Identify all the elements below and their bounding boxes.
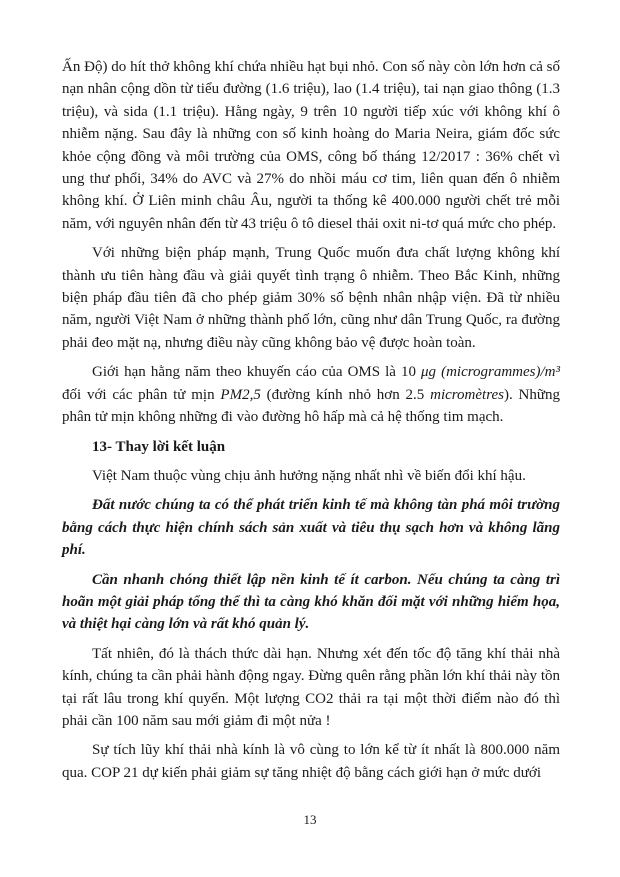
oms-limit-unit: μg (microgrammes)/m³ [421, 364, 560, 381]
pm25-term: PM2,5 [220, 386, 261, 403]
micrometres-term: micromètres [430, 386, 504, 403]
paragraph-oms-limit [62, 361, 560, 428]
paragraph-long-term-challenge: Tất nhiên, đó là thách thức dài hạn. Nhưng xét đến tốc độ tăng khí thải nhà kính, chúng ta cần phải hành động ngay. Đừng quên rằng phần lớn khí thải này tồn tại rất lâu trong khí quyển. Một lượng CO2 thải ra tại một thời điểm nào đó thì phải cần 100 năm sau mới giảm đi một nửa ! [62, 645, 560, 729]
paragraph-vietnam-climate: Việt Nam thuộc vùng chịu ảnh hưởng nặng nhất nhì về biến đổi khí hậu. [92, 467, 526, 484]
paragraph-air-pollution-deaths: Ấn Độ) do hít thở không khí chứa nhiều hạt bụi nhỏ. Con số này còn lớn hơn cả số nạn nhân cộng dồn từ tiểu đường (1.6 triệu), lao (1.4 triệu), tai nạn giao thông (1.3 triệu), và sida (1.1 triệu). Hằng ngày, 9 trên 10 người tiếp xúc với không khí ô nhiễm nặng. Sau đây là những con số kinh hoàng do Maria Neira, giám đốc sức khỏe cộng đồng và môi trường của OMS, công bố tháng 12/2017 : 36% chết vì ung thư phổi, 34% do AVC và 27% do nhồi máu cơ tim, liên quan đến ô nhiễm không khí. Ở Liên minh châu Âu, người ta thống kê 400.000 người chết trẻ mỗi năm, với nguyên nhân đến từ 43 triệu ô tô diesel thải oxit ni-tơ quá mức cho phép. [62, 59, 560, 232]
oms-limit-text-1: Giới hạn hằng năm theo khuyến cáo của OMS là 10 [92, 364, 422, 381]
oms-limit-text-2: đối với các phân tử mịn [62, 386, 221, 403]
oms-limit-text-3: (đường kính nhỏ hơn 2.5 [260, 386, 431, 403]
paragraph-china-measures: Với những biện pháp mạnh, Trung Quốc muốn đưa chất lượng không khí thành ưu tiên hàng đầu và giải quyết tình trạng ô nhiễm. Theo Bắc Kinh, những biện pháp đầu tiên đã cho phép giảm 30% số bệnh nhân nhập viện. Đã từ nhiều năm, người Việt Nam ở những thành phố lớn, cũng như dân Trung Quốc, ra đường phải đeo mặt nạ, nhưng điều này cũng không bảo vệ được hoàn toàn. [62, 245, 560, 351]
oms-limit-text-4: ). Những phân tử mịn không những đi vào đường hô hấp mà cả hệ thống tim mạch. [62, 386, 561, 426]
page-number: 13 [303, 812, 317, 827]
section-heading: 13- Thay lời kết luận [92, 438, 226, 455]
paragraph-greenhouse-accumulation: Sự tích lũy khí thải nhà kính là vô cùng to lớn kể từ ít nhất là 800.000 năm qua. COP 21 dự kiến phải giảm sự tăng nhiệt độ bằng cách giới hạn ở mức dưới [62, 742, 560, 781]
paragraph-sustainable-development: Đất nước chúng ta có thể phát triển kinh tế mà không tàn phá môi trường bằng cách thực hiện chính sách sản xuất và tiêu thụ sạch hơn và không lãng phí. [62, 497, 560, 559]
document-page [62, 56, 560, 791]
paragraph-low-carbon-economy: Cần nhanh chóng thiết lập nền kinh tế ít carbon. Nếu chúng ta càng trì hoãn một giải pháp tổng thể thì ta càng khó khăn đối mặt với những hiểm họa, và thiệt hại càng lớn và rất khó quản lý. [62, 571, 560, 633]
